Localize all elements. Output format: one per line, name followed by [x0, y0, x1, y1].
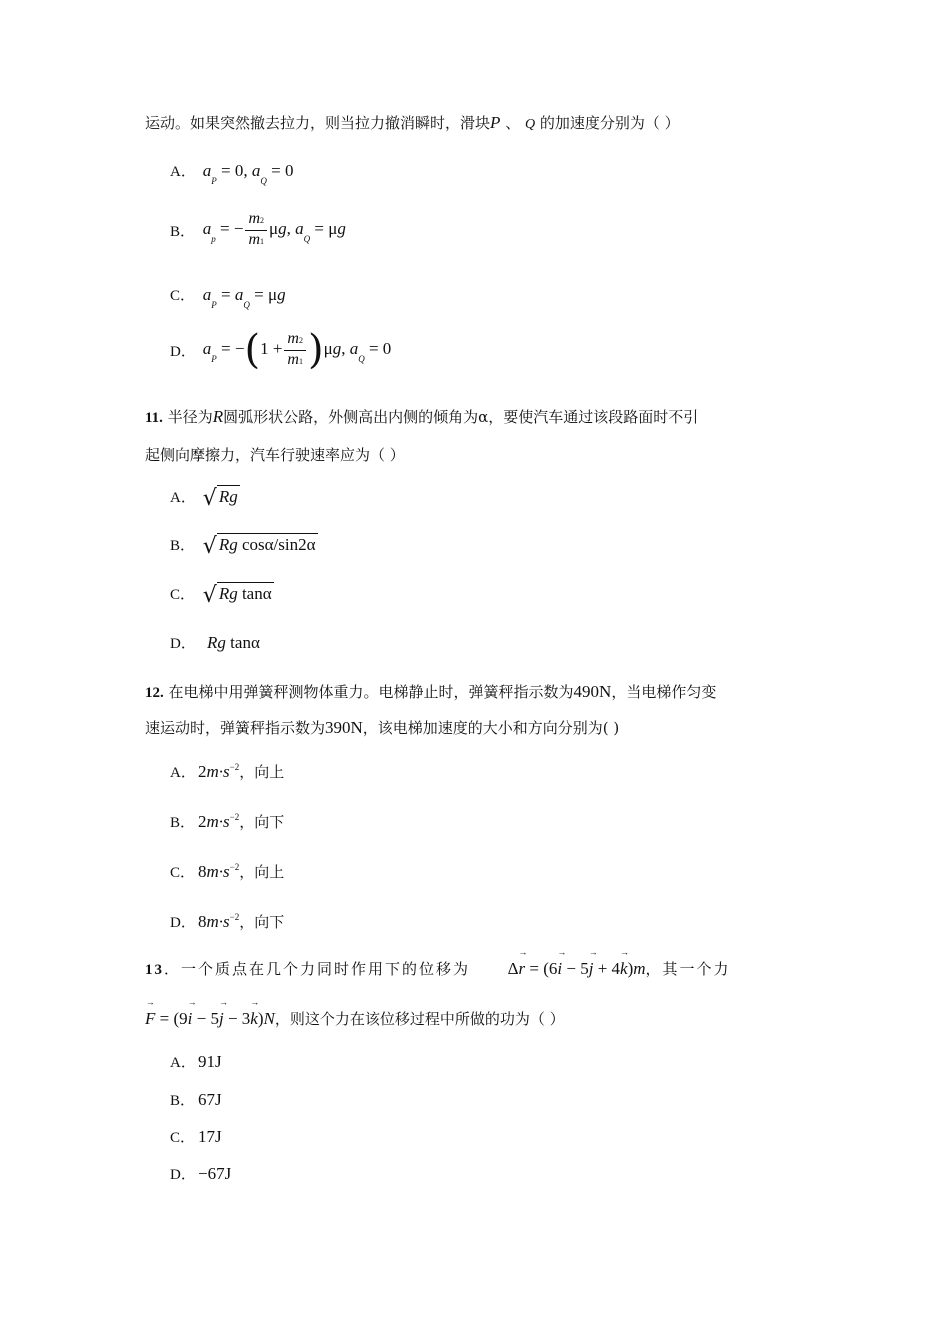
q10-option-a: A． $a_P = 0$, $a_Q = 0$: [170, 161, 294, 186]
q10-option-d-math: $a_P = -(1$ + $\frac{m2}{m1}$ )μg, $a_Q = 0$: [202, 327, 392, 374]
q10-option-b: B． $a_p$ = − $\frac{m2}{m1}$ μg, $a_Q = \mu g$: [170, 210, 346, 248]
q10-stem: 运动。如果突然撤去拉力，则当拉力撤消瞬时，滑块P 、 Q 的加速度分别为（ ）: [145, 113, 680, 132]
q11-option-c-math: √ Rg tanα: [202, 583, 272, 608]
q12-option-d: D． $8m\cdot s^{-2}$，向下: [170, 912, 285, 931]
q11-stem-line2: 起侧向摩擦力，汽车行驶速率应为（ ）: [145, 446, 405, 464]
q10-option-d: D． $a_P = -(1$ + $\frac{m2}{m1}$ )μg, $a_Q = 0$: [170, 327, 392, 374]
q10-option-a-math: $a_P = 0$, $a_Q = 0$: [202, 161, 294, 186]
q10-option-b-math: $a_p$ = − $\frac{m2}{m1}$ μg, $a_Q = \mu g$: [202, 210, 346, 248]
q11-option-d-math: Rg tanα: [207, 633, 260, 652]
q11-option-b-math: √ Rg cosα/sin2α: [202, 534, 316, 559]
q13-option-b: B． 67J: [170, 1090, 222, 1109]
q13-option-a: A． 91J: [170, 1052, 222, 1071]
q12-option-c: C． $8m\cdot s^{-2}$，向上: [170, 862, 285, 881]
q12-stem-line2: 速运动时，弹簧秤指示数为390N，该电梯加速度的大小和方向分别为( ): [145, 718, 620, 737]
q10-option-c: C． $a_P = a_Q = \mu g$: [170, 285, 286, 310]
q13-displacement: Δ→ r = (6→ i − 5→ j + 4→ k)m: [508, 959, 646, 978]
q12-option-a: A． $2m\cdot s^{-2}$，向上: [170, 762, 285, 781]
q13-stem-line1: 13．一个质点在几个力同时作用下的位移为 Δ→ r = (6→ i − 5→ j + 4→ k)m，其一个力: [145, 958, 731, 979]
q12-option-b: B． $2m\cdot s^{-2}$，向下: [170, 812, 285, 831]
q13-force: → F = (9→ i − 5→ j − 3→ k)N: [145, 1009, 275, 1028]
q13-option-c: C． 17J: [170, 1127, 222, 1146]
q11-option-d: D． Rg tanα: [170, 633, 260, 652]
q10-option-c-math: $a_P = a_Q = \mu g$: [202, 285, 286, 310]
q12-stem-line1: 12. 在电梯中用弹簧秤测物体重力。电梯静止时，弹簧秤指示数为490N，当电梯作匀变: [145, 682, 717, 701]
q13-option-d: D． −67J: [170, 1164, 232, 1183]
q11-option-a: A． √ Rg: [170, 486, 238, 511]
q11-stem-line1: 11. 半径为R圆弧形状公路，外侧高出内侧的倾角为α，要使汽车通过该段路面时不引: [145, 407, 699, 426]
q11-option-b: B． √ Rg cosα/sin2α: [170, 534, 316, 559]
q13-stem-line2: → F = (9→ i − 5→ j − 3→ k)N，则这个力在该位移过程中所做的功为（ ）: [145, 1008, 565, 1029]
q11-option-c: C． √ Rg tanα: [170, 583, 272, 608]
q11-option-a-math: √ Rg: [202, 486, 238, 511]
